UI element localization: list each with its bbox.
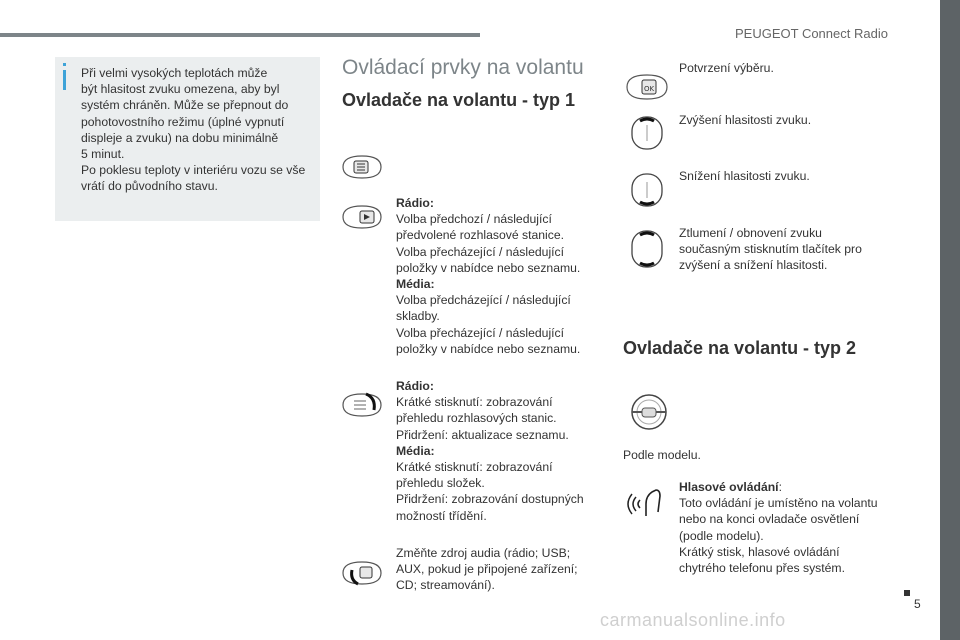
- steering-control-pad-icon: [340, 152, 384, 182]
- item2-radio-label: Rádio:: [396, 379, 434, 393]
- mute-text: [679, 225, 899, 274]
- item1-radio-line: Volba přecházející / následující: [396, 244, 565, 259]
- source-button-icon: [340, 558, 384, 588]
- item1-media-line: Volba předcházející / následující: [396, 293, 571, 308]
- vol-up-line: Zvýšení hlasitosti zvuku.: [679, 113, 812, 127]
- type1-heading: Ovladače na volantu - typ 1: [342, 90, 576, 110]
- voice-line: Toto ovládání je umístěno na volantu: [679, 496, 878, 511]
- item3-text: [396, 545, 606, 594]
- svg-text:OK: OK: [643, 85, 655, 93]
- item2-radio-line: přehledu rozhlasových stanic.: [396, 411, 557, 426]
- item1-media-line: Volba přecházející / následující: [396, 325, 565, 340]
- model-note: [623, 447, 823, 463]
- page-number: 5: [914, 597, 921, 611]
- type2-heading: Ovladače na volantu - typ 2: [623, 338, 857, 358]
- info-note-text: Při velmi vysokých teplotách může být hlasitost zvuku omezena, aby byl systém chráněn. Může se přepnout do pohotovostního režimu (úplné vypnutí displeje a zvuku) na dobu minimálně 5 minut. Po poklesu teploty v interiéru vozu se vše vrátí do původního stavu.: [81, 66, 306, 194]
- voice-line: Krátký stisk, hlasové ovládání: [679, 544, 840, 559]
- item1-media-line: položky v nabídce nebo seznamu.: [396, 341, 581, 356]
- page-side-strip: [940, 0, 960, 640]
- item2-media-line: Krátké stisknutí: zobrazování: [396, 460, 553, 475]
- item2-media-label: Média:: [396, 443, 435, 458]
- info-icon: [63, 70, 66, 90]
- item3-line: AUX, pokud je připojené zařízení;: [396, 562, 578, 577]
- item3-line: CD; streamování).: [396, 578, 495, 593]
- item1-text: [396, 195, 596, 357]
- confirm-line: Potvrzení výběru.: [679, 61, 774, 75]
- header-rule: [0, 33, 480, 37]
- mute-icon: [624, 227, 670, 271]
- voice-line: chytrého telefonu přes systém.: [679, 561, 845, 576]
- voice-text: [679, 479, 909, 576]
- volume-up-icon: [624, 113, 670, 153]
- voice-label-line: [679, 479, 909, 495]
- header-title: PEUGEOT Connect Radio: [735, 26, 888, 41]
- voice-command-icon: [626, 482, 666, 522]
- item1-media-line: skladby.: [396, 309, 440, 324]
- item2-text: [396, 378, 606, 524]
- item2-radio-line: Přidržení: aktualizace seznamu.: [396, 427, 569, 442]
- list-button-icon: [340, 390, 384, 420]
- info-note: [55, 57, 320, 221]
- volume-down-icon: [624, 170, 670, 210]
- confirm-text: [679, 60, 899, 76]
- steering-wheel-icon: [627, 392, 671, 432]
- item1-radio-line: Volba předchozí / následující: [396, 212, 552, 227]
- mute-line: Ztlumení / obnovení zvuku: [679, 226, 822, 240]
- ok-button-icon: [624, 70, 670, 104]
- vol-down-line: Snížení hlasitosti zvuku.: [679, 169, 810, 183]
- mute-line: zvýšení a snížení hlasitosti.: [679, 258, 828, 273]
- voice-label-suffix: :: [778, 480, 782, 494]
- vol-down-text: [679, 168, 899, 184]
- item1-radio-line: položky v nabídce nebo seznamu.: [396, 260, 581, 275]
- voice-label: Hlasové ovládání: [679, 480, 779, 494]
- model-note-line: Podle modelu.: [623, 448, 701, 462]
- voice-line: nebo na konci ovladače osvětlení: [679, 512, 860, 527]
- seek-arrow-icon: [340, 202, 384, 232]
- item1-media-label: Média:: [396, 277, 435, 292]
- page-dot: [904, 590, 910, 596]
- item1-radio-line: předvolené rozhlasové stanice.: [396, 228, 565, 243]
- item2-media-line: přehledu složek.: [396, 476, 485, 491]
- item1-radio-label: Rádio:: [396, 196, 434, 210]
- vol-up-text: [679, 112, 899, 128]
- info-icon-dot: [63, 63, 66, 66]
- section-title: Ovládací prvky na volantu: [342, 56, 584, 79]
- mute-line: současným stisknutím tlačítek pro: [679, 242, 862, 257]
- item3-line: Změňte zdroj audia (rádio; USB;: [396, 546, 571, 560]
- voice-line: (podle modelu).: [679, 528, 764, 543]
- item2-media-line: možností třídění.: [396, 508, 487, 523]
- item2-media-line: Přidržení: zobrazování dostupných: [396, 492, 584, 507]
- item2-radio-line: Krátké stisknutí: zobrazování: [396, 395, 553, 410]
- watermark: carmanualsonline.info: [600, 610, 786, 630]
